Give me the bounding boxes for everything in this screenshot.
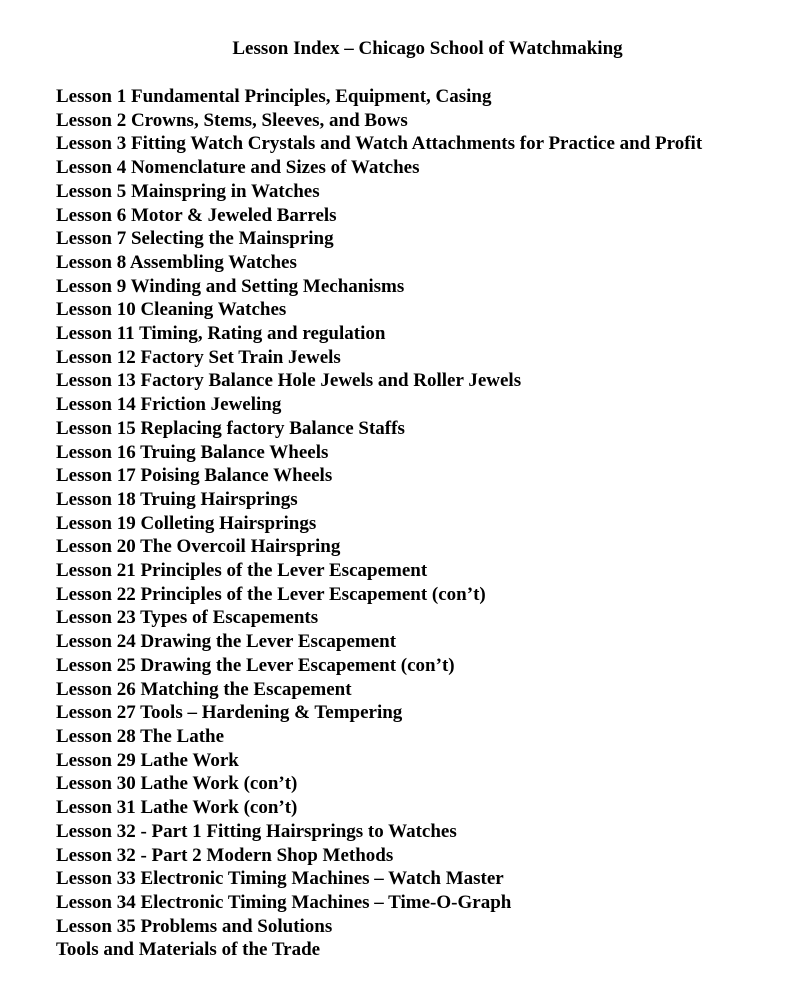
lesson-item: Lesson 23 Types of Escapements [56,607,319,629]
lesson-item: Lesson 2 Crowns, Stems, Sleeves, and Bows [56,109,408,131]
lesson-item: Lesson 22 Principles of the Lever Escapement (con’t) [56,583,486,605]
lesson-item: Lesson 25 Drawing the Lever Escapement (con’t) [56,654,455,676]
lesson-item: Lesson 34 Electronic Timing Machines – Time-O-Graph [56,891,512,913]
lesson-item: Lesson 5 Mainspring in Watches [56,180,320,202]
lesson-item: Lesson 11 Timing, Rating and regulation [56,323,386,345]
lesson-item: Lesson 31 Lathe Work (con’t) [56,797,298,819]
lesson-item: Lesson 4 Nomenclature and Sizes of Watches [56,157,420,179]
lesson-item: Lesson 17 Poising Balance Wheels [56,465,333,487]
lesson-item: Lesson 28 The Lathe [56,725,225,747]
lesson-item: Lesson 32 - Part 2 Modern Shop Methods [56,844,394,866]
lesson-item: Lesson 24 Drawing the Lever Escapement [56,631,397,653]
lesson-item: Lesson 20 The Overcoil Hairspring [56,536,341,558]
lesson-list [56,85,702,962]
lesson-item: Lesson 12 Factory Set Train Jewels [56,346,341,368]
lesson-item: Lesson 9 Winding and Setting Mechanisms [56,275,405,297]
lesson-item: Lesson 13 Factory Balance Hole Jewels and Roller Jewels [56,370,522,392]
lesson-item: Lesson 27 Tools – Hardening & Tempering [56,702,403,724]
lesson-item: Lesson 32 - Part 1 Fitting Hairsprings to Watches [56,820,457,842]
lesson-item: Lesson 30 Lathe Work (con’t) [56,773,298,795]
lesson-item: Lesson 1 Fundamental Principles, Equipment, Casing [56,86,492,107]
lesson-item: Lesson 6 Motor & Jeweled Barrels [56,204,337,226]
lesson-item: Lesson 35 Problems and Solutions [56,915,333,937]
lesson-item: Lesson 14 Friction Jeweling [56,394,282,416]
lesson-item: Lesson 10 Cleaning Watches [56,299,287,321]
lesson-item: Lesson 29 Lathe Work [56,749,239,771]
lesson-item: Lesson 19 Colleting Hairsprings [56,512,317,534]
page-title: Lesson Index – Chicago School of Watchmaking [232,38,623,59]
lesson-item: Lesson 7 Selecting the Mainspring [56,228,334,250]
lesson-item: Lesson 18 Truing Hairsprings [56,488,298,510]
lesson-item: Lesson 8 Assembling Watches [56,251,297,273]
lesson-item: Lesson 16 Truing Balance Wheels [56,441,329,463]
lesson-item: Lesson 26 Matching the Escapement [56,678,352,700]
lesson-item: Lesson 21 Principles of the Lever Escapement [56,560,428,582]
lesson-item: Lesson 15 Replacing factory Balance Staffs [56,417,405,439]
lesson-item: Tools and Materials of the Trade [56,939,321,961]
lesson-item: Lesson 33 Electronic Timing Machines – Watch Master [56,868,504,890]
lesson-item: Lesson 3 Fitting Watch Crystals and Watch Attachments for Practice and Profit [56,133,703,155]
